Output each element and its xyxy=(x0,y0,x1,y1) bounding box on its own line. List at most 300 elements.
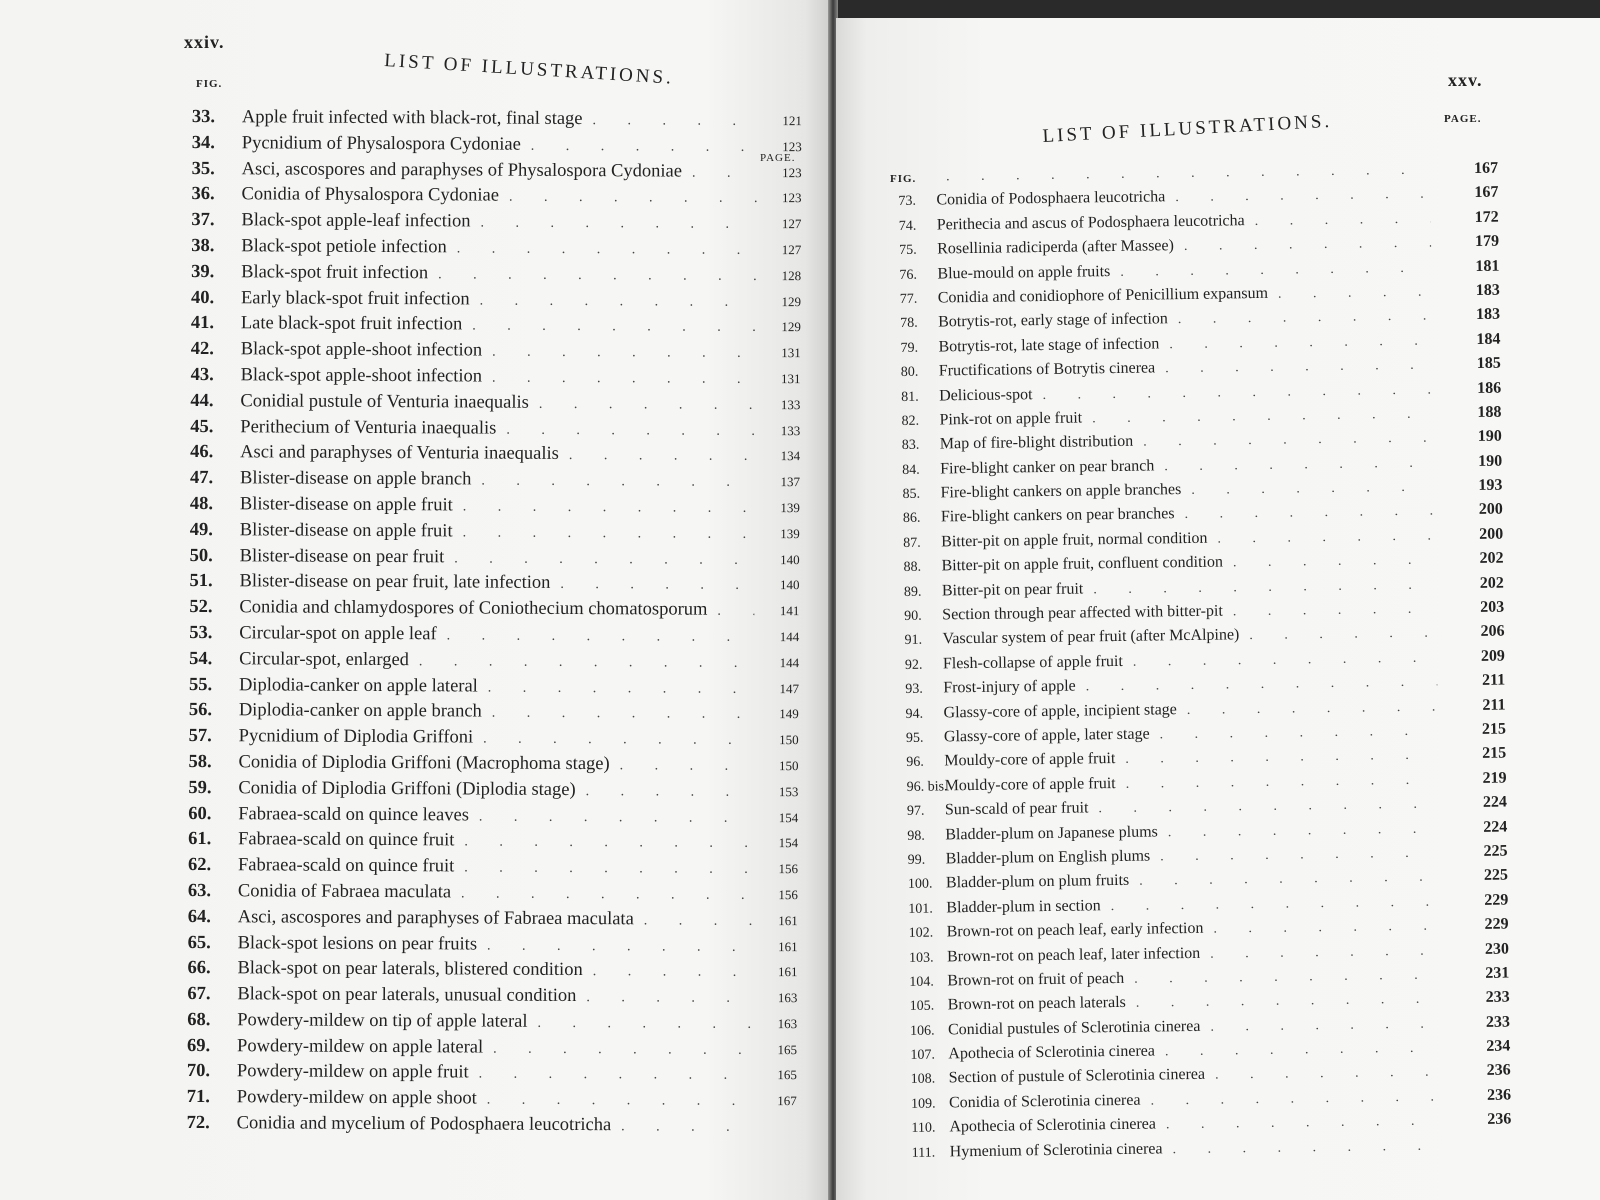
figure-number: 42. xyxy=(190,339,214,360)
illustration-entry xyxy=(187,984,797,1013)
page-number: 123 xyxy=(781,190,802,206)
figure-number: 55. xyxy=(188,674,213,695)
figure-number: 52. xyxy=(189,597,213,618)
page-number: 141 xyxy=(779,603,800,619)
figure-title: Fabraea-scald on quince leaves xyxy=(238,803,469,825)
page-number: 184 xyxy=(1476,330,1501,348)
figure-title: Bladder-plum in section xyxy=(946,896,1101,917)
dot-leader xyxy=(462,319,756,337)
illustration-entry xyxy=(188,752,798,781)
page-number: 224 xyxy=(1482,793,1508,812)
dot-leader xyxy=(1156,1114,1444,1134)
dot-leader xyxy=(582,113,756,130)
page-number: 128 xyxy=(781,267,802,283)
figure-number: 72. xyxy=(186,1113,210,1134)
figure-number: 92. xyxy=(904,657,923,673)
figure-number: 103. xyxy=(908,950,934,966)
figure-title: Apothecia of Sclerotinia cinerea xyxy=(949,1115,1157,1136)
figure-title: Blister-disease on pear fruit xyxy=(239,545,445,567)
figure-title: Powdery-mildew on apple shoot xyxy=(236,1087,477,1109)
page-number: 133 xyxy=(780,396,801,412)
page-number: 149 xyxy=(779,706,799,722)
figure-title: Conidia of Podosphaera leucotricha xyxy=(936,188,1166,209)
illustration-entry xyxy=(187,1010,797,1039)
page-number: 225 xyxy=(1483,842,1508,860)
figure-number: 40. xyxy=(190,287,215,308)
dot-leader xyxy=(550,577,754,594)
figure-title: Pink-rot on apple fruit xyxy=(939,409,1083,429)
figure-title: Blister-disease on pear fruit, late infection xyxy=(239,571,551,594)
figure-title: Bitter-pit on apple fruit, normal condition xyxy=(941,529,1208,551)
page-number: 234 xyxy=(1486,1037,1511,1055)
figure-title: Black-spot apple-shoot infection xyxy=(240,339,483,361)
page-number: 206 xyxy=(1480,622,1505,641)
page-number: 224 xyxy=(1483,818,1508,836)
left-folio: xxiv. xyxy=(184,32,225,52)
figure-title: Circular-spot, enlarged xyxy=(239,648,410,670)
dot-leader xyxy=(1083,577,1436,598)
dot-leader xyxy=(482,706,754,723)
figure-number: 110. xyxy=(911,1120,936,1137)
figure-number: 44. xyxy=(190,390,214,411)
illustration-entry xyxy=(190,494,800,523)
dot-leader xyxy=(469,809,753,826)
figure-title: Glassy-core of apple, later stage xyxy=(943,725,1150,746)
figure-title: Flesh-collapse of apple fruit xyxy=(942,652,1123,673)
figure-number: 54. xyxy=(189,648,213,669)
figure-number: 74. xyxy=(898,218,917,234)
figure-number: 80. xyxy=(900,364,919,381)
illustration-entry xyxy=(192,159,802,188)
dot-leader xyxy=(1200,943,1441,962)
dot-leader xyxy=(437,628,755,646)
figure-number: 96. bis. xyxy=(906,779,948,795)
page-number: 163 xyxy=(777,1015,798,1032)
figure-number: 63. xyxy=(187,880,212,902)
figure-title: Fire-blight cankers on pear branches xyxy=(940,505,1175,526)
illustration-entry xyxy=(188,881,798,910)
dot-leader xyxy=(1159,333,1432,353)
figure-number: 87. xyxy=(903,535,921,551)
figure-title: Botrytis-rot, late stage of infection xyxy=(938,335,1160,356)
figure-number: 78. xyxy=(900,316,918,332)
dot-leader xyxy=(1200,1016,1442,1035)
figure-number: 111. xyxy=(911,1145,936,1161)
figure-number: 51. xyxy=(189,571,213,592)
figure-title: Powdery-mildew on tip of apple lateral xyxy=(237,1010,528,1032)
dot-leader xyxy=(453,525,755,543)
page-number: 163 xyxy=(777,990,798,1006)
figure-number: 67. xyxy=(187,984,211,1005)
illustration-entry xyxy=(189,726,799,755)
page-number: 137 xyxy=(780,474,801,490)
illustration-entry xyxy=(191,236,801,265)
illustration-entry xyxy=(191,262,801,291)
dot-leader xyxy=(1115,748,1438,769)
page-number: 161 xyxy=(778,912,798,928)
dot-leader xyxy=(1129,870,1440,890)
illustration-entry xyxy=(190,417,800,446)
dot-leader xyxy=(610,758,754,775)
dot-leader xyxy=(482,370,756,387)
illustration-entry xyxy=(191,313,801,342)
figure-number: 94. xyxy=(905,706,924,722)
dot-leader xyxy=(451,886,753,904)
dot-leader xyxy=(1155,1041,1443,1061)
figure-title: Conidia of Diplodia Griffoni (Diplodia stage) xyxy=(238,777,576,800)
figure-title: Mouldy-core of apple fruit xyxy=(944,750,1116,770)
illustration-entry xyxy=(189,649,799,678)
figure-number: 35. xyxy=(191,158,215,179)
page-number: 215 xyxy=(1481,720,1507,738)
page-number: 179 xyxy=(1474,232,1500,251)
figure-number: 97. xyxy=(906,803,925,820)
dot-leader xyxy=(496,422,755,439)
page-number: 211 xyxy=(1481,671,1506,690)
page-number: 165 xyxy=(777,1041,798,1057)
dot-leader xyxy=(682,165,757,181)
dot-leader xyxy=(499,190,757,207)
figure-title: Pycnidium of Diplodia Griffoni xyxy=(238,726,474,748)
figure-number: 84. xyxy=(902,462,920,478)
figure-title: Brown-rot on fruit of peach xyxy=(947,969,1125,990)
figure-title: Powdery-mildew on apple lateral xyxy=(237,1035,484,1058)
dot-leader xyxy=(477,1093,752,1110)
illustration-entry xyxy=(188,804,798,833)
figure-number: 71. xyxy=(186,1087,210,1108)
dot-leader xyxy=(478,680,754,697)
dot-leader xyxy=(453,499,755,517)
dot-leader xyxy=(1116,772,1439,793)
dot-leader xyxy=(444,551,754,569)
page-number: 131 xyxy=(781,345,801,361)
right-entry-list xyxy=(898,160,1512,1168)
figure-number: 33. xyxy=(191,107,216,128)
page-number: 153 xyxy=(778,783,799,799)
figure-number: 77. xyxy=(899,291,918,307)
figure-title: Black-spot apple-shoot infection xyxy=(240,365,483,387)
page-number: 183 xyxy=(1475,305,1501,324)
dot-leader xyxy=(1076,675,1438,696)
page-number: 183 xyxy=(1475,281,1500,299)
dot-leader xyxy=(1177,699,1438,719)
page-number: 156 xyxy=(778,861,799,877)
figure-number xyxy=(898,180,936,181)
illustration-entry xyxy=(189,597,799,626)
figure-title: Conidial pustule of Venturia inaequalis xyxy=(240,391,529,413)
illustration-entry xyxy=(191,365,801,394)
figure-title: Perithecia and ascus of Podosphaera leucotricha xyxy=(936,211,1245,234)
dot-leader xyxy=(409,654,754,672)
page-number: 236 xyxy=(1486,1061,1511,1080)
figure-title: Fabraea-scald on quince fruit xyxy=(237,855,455,877)
dot-leader xyxy=(527,1016,752,1033)
dot-leader xyxy=(1162,1138,1443,1158)
dot-leader xyxy=(454,860,753,878)
page-number: 139 xyxy=(780,500,800,516)
right-page-label: PAGE. xyxy=(1444,113,1482,125)
figure-number: 57. xyxy=(188,726,212,747)
figure-number: 76. xyxy=(899,267,918,283)
page-number: 133 xyxy=(780,422,801,438)
page-number: 127 xyxy=(781,216,802,232)
figure-number: 86. xyxy=(902,511,921,527)
figure-title: Powdery-mildew on apple fruit xyxy=(236,1061,469,1083)
figure-title: Fire-blight cankers on apple branches xyxy=(940,481,1182,502)
dot-leader xyxy=(447,241,757,259)
figure-number: 47. xyxy=(190,468,214,489)
illustration-entry xyxy=(190,391,800,420)
figure-number: 85. xyxy=(902,486,921,503)
figure-number: 53. xyxy=(189,622,213,644)
page-number: 230 xyxy=(1484,940,1510,958)
figure-number: 43. xyxy=(190,364,214,386)
dot-leader xyxy=(611,1119,752,1136)
dot-leader xyxy=(1181,480,1434,500)
dot-leader xyxy=(470,293,756,310)
dot-leader xyxy=(1154,455,1434,475)
dot-leader xyxy=(1207,528,1435,547)
dot-leader xyxy=(1223,553,1436,572)
figure-number: 56. xyxy=(188,700,213,721)
illustration-entry xyxy=(187,1113,797,1142)
page-number: 211 xyxy=(1482,696,1506,714)
figure-number: 81. xyxy=(901,389,919,405)
figure-number: 96. xyxy=(906,755,924,771)
figure-title: Bladder-plum on Japanese plums xyxy=(945,822,1158,843)
figure-title: Blister-disease on apple fruit xyxy=(239,520,453,542)
dot-leader xyxy=(1123,650,1437,670)
dot-leader xyxy=(1245,211,1431,230)
figure-title: Brown-rot on peach leaf, early infection xyxy=(946,919,1204,941)
page-number: 134 xyxy=(780,448,801,464)
figure-number: 98. xyxy=(907,828,925,844)
page-number: 161 xyxy=(778,938,798,954)
page-number: 202 xyxy=(1479,549,1504,568)
dot-leader xyxy=(1032,382,1433,404)
figure-number: 60. xyxy=(188,803,212,824)
illustration-entry xyxy=(192,133,802,162)
page-number: 190 xyxy=(1477,427,1502,446)
figure-number: 36. xyxy=(191,184,215,205)
figure-title: Conidia of Sclerotinia cinerea xyxy=(948,1091,1141,1112)
illustration-entry xyxy=(189,675,799,704)
right-heading: LIST OF ILLUSTRATIONS. xyxy=(1042,110,1333,147)
figure-title: Blister-disease on apple branch xyxy=(240,468,472,490)
figure-title: Vascular system of pear fruit (after McAlpine) xyxy=(942,626,1240,648)
page-number: 219 xyxy=(1482,769,1507,787)
page-number: 156 xyxy=(778,886,798,903)
dot-leader xyxy=(482,345,756,362)
page-number: 186 xyxy=(1477,379,1502,397)
page-number: 150 xyxy=(779,758,799,774)
page-number: 229 xyxy=(1484,915,1509,933)
dot-leader xyxy=(428,267,756,285)
figure-title: Hymenium of Sclerotinia cinerea xyxy=(949,1140,1163,1160)
figure-title: Diplodia-canker on apple branch xyxy=(238,700,482,722)
figure-number: 101. xyxy=(908,901,933,917)
figure-title: Conidia of Physalospora Cydoniae xyxy=(241,184,500,206)
figure-number: 75. xyxy=(899,242,917,259)
page-number: 154 xyxy=(778,809,799,825)
page-number: 236 xyxy=(1486,1086,1512,1104)
dot-leader xyxy=(1268,285,1432,303)
figure-title: Pycnidium of Physalospora Cydoniae xyxy=(241,133,521,155)
figure-number: 100. xyxy=(907,876,933,893)
dot-leader xyxy=(473,732,754,749)
figure-number: 69. xyxy=(187,1035,211,1056)
dot-leader xyxy=(1101,894,1441,915)
figure-number: 88. xyxy=(903,559,922,576)
figure-title: Asci, ascospores and paraphyses of Physalospora Cydoniae xyxy=(241,158,683,182)
dot-leader xyxy=(1140,1089,1443,1109)
page-number: 167 xyxy=(1474,184,1499,202)
figure-number: 68. xyxy=(187,1009,211,1030)
figure-title: Black-spot apple-leaf infection xyxy=(241,210,471,232)
figure-number: 45. xyxy=(190,416,214,437)
illustration-entry xyxy=(188,907,798,936)
figure-number: 89. xyxy=(903,584,922,600)
figure-number: 50. xyxy=(189,545,213,566)
figure-title: Mouldy-core of apple fruit xyxy=(944,774,1116,795)
figure-title: Fabraea-scald on quince fruit xyxy=(238,829,455,851)
figure-title: Blue-mould on apple fruits xyxy=(937,262,1111,283)
dot-leader xyxy=(1203,919,1440,938)
illustration-entry xyxy=(188,778,798,807)
figure-title: Black-spot on pear laterals, unusual condition xyxy=(237,984,577,1007)
illustration-entry xyxy=(189,571,799,600)
page-number: 190 xyxy=(1478,452,1503,470)
figure-title: Brown-rot on peach leaf, later infection xyxy=(946,944,1201,965)
page-number: 172 xyxy=(1474,208,1499,226)
illustration-entry xyxy=(188,855,798,884)
figure-number: 59. xyxy=(188,777,212,798)
dot-leader xyxy=(1174,504,1435,524)
page-number: 140 xyxy=(780,551,800,567)
figure-number: 82. xyxy=(901,413,920,429)
dot-leader xyxy=(576,990,752,1007)
figure-title: Early black-spot fruit infection xyxy=(240,287,470,310)
figure-title: Fructifications of Botrytis cinerea xyxy=(938,359,1156,380)
dot-leader xyxy=(521,139,757,156)
page-number: 123 xyxy=(782,164,802,180)
page-number: 202 xyxy=(1479,574,1504,592)
page-number: 236 xyxy=(1487,1110,1512,1129)
page-number: 225 xyxy=(1483,866,1509,885)
page-number: 200 xyxy=(1479,525,1504,543)
page-number: 129 xyxy=(781,319,801,335)
page-number: 209 xyxy=(1480,647,1505,665)
figure-number: 48. xyxy=(189,493,214,515)
dot-leader xyxy=(471,474,755,491)
figure-title: Asci and paraphyses of Venturia inaequalis xyxy=(240,442,559,465)
left-fig-label: FIG. xyxy=(196,78,223,90)
figure-title: Black-spot lesions on pear fruits xyxy=(237,932,478,955)
figure-number: 73. xyxy=(898,194,917,210)
figure-title: Asci, ascospores and paraphyses of Fabraea maculata xyxy=(237,906,634,930)
right-fig-label: FIG. xyxy=(890,173,917,185)
dot-leader xyxy=(634,913,753,930)
figure-number: 108. xyxy=(910,1072,936,1088)
dot-leader xyxy=(583,964,753,981)
page-number: 233 xyxy=(1485,1013,1511,1031)
page-number: 161 xyxy=(777,964,798,980)
page-number: 181 xyxy=(1475,257,1500,275)
page-number: 144 xyxy=(779,654,800,670)
page-number: 193 xyxy=(1478,476,1503,495)
dot-leader xyxy=(576,784,754,801)
figure-title: Black-spot fruit infection xyxy=(241,262,429,284)
figure-title: Conidia and conidiophore of Penicillium expansum xyxy=(937,284,1269,307)
figure-title: Conidia of Fabraea maculata xyxy=(237,881,452,903)
dot-leader xyxy=(1126,992,1442,1012)
figure-title: Conidia of Diplodia Griffoni (Macrophoma stage) xyxy=(238,752,610,775)
dot-leader xyxy=(559,448,755,465)
illustration-entry xyxy=(190,546,800,575)
dot-leader xyxy=(936,163,1430,186)
figure-title: Section of pustule of Sclerotinia cinerea xyxy=(948,1066,1206,1087)
page-number: 131 xyxy=(781,371,801,387)
figure-title: Delicious-spot xyxy=(939,385,1033,404)
illustration-entry xyxy=(188,932,798,961)
dot-leader xyxy=(483,1041,752,1058)
figure-number: 104. xyxy=(909,974,934,990)
dot-leader xyxy=(1110,260,1431,280)
illustration-entry xyxy=(187,1061,797,1090)
dot-leader xyxy=(1082,406,1434,427)
page-number: 200 xyxy=(1478,501,1503,519)
figure-number: 46. xyxy=(190,442,214,463)
illustration-entry xyxy=(191,210,801,239)
figure-title: Black-spot on pear laterals, blistered condition xyxy=(237,958,583,981)
page-number: 140 xyxy=(779,577,800,593)
figure-number: 79. xyxy=(900,340,919,356)
figure-number: 41. xyxy=(190,313,215,334)
dot-leader xyxy=(1174,236,1431,256)
figure-title: Black-spot petiole infection xyxy=(241,236,447,258)
page-number xyxy=(1444,1148,1512,1149)
figure-title: Apple fruit infected with black-rot, final stage xyxy=(241,107,583,130)
illustration-entry xyxy=(187,1036,797,1065)
figure-title: Late black-spot fruit infection xyxy=(240,313,463,335)
dot-leader xyxy=(1168,309,1432,329)
right-folio: xxv. xyxy=(1448,70,1483,90)
figure-title: Brown-rot on peach laterals xyxy=(947,994,1126,1014)
figure-number: 66. xyxy=(187,958,211,979)
figure-number: 106. xyxy=(909,1023,935,1039)
page-number: 231 xyxy=(1485,964,1510,982)
illustration-entry xyxy=(190,468,800,497)
illustration-entry xyxy=(187,958,797,987)
figure-number: 109. xyxy=(910,1096,936,1112)
page-number: 229 xyxy=(1484,891,1509,909)
page-number: 165 xyxy=(777,1067,797,1083)
figure-title: Rosellinia radiciperda (after Massee) xyxy=(937,237,1175,258)
left-heading: LIST OF ILLUSTRATIONS. xyxy=(383,50,675,89)
dot-leader xyxy=(1088,797,1439,818)
dot-leader xyxy=(469,1067,752,1084)
figure-number: 58. xyxy=(188,751,212,773)
dot-leader xyxy=(1150,724,1439,744)
figure-title: Section through pear affected with bitter-pit xyxy=(942,602,1223,624)
dot-leader xyxy=(1133,431,1434,451)
illustration-entry xyxy=(190,520,800,549)
figure-title: Diplodia-canker on apple lateral xyxy=(238,674,478,697)
figure-title: Conidia and chlamydospores of Coniothecium chomatosporum xyxy=(239,597,708,620)
page-number: 147 xyxy=(779,680,800,696)
figure-title: Bladder-plum on English plums xyxy=(945,847,1151,868)
page-number: 167 xyxy=(777,1093,797,1109)
